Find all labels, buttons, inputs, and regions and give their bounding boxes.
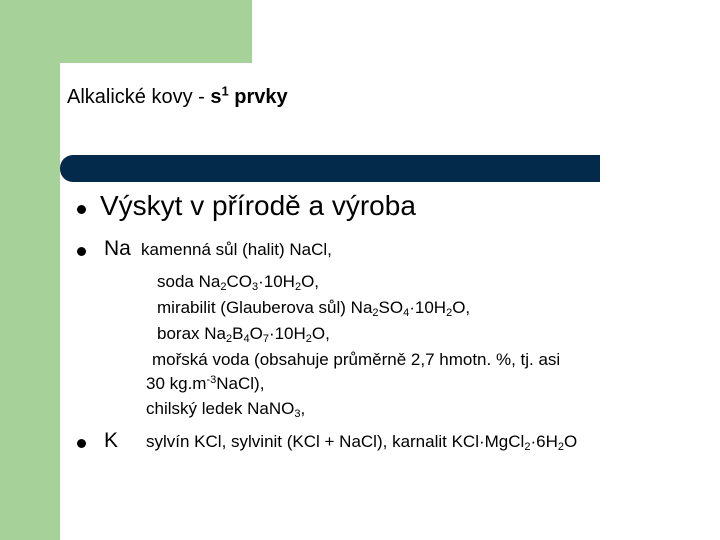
sodium-line-1: kamenná sůl (halit) NaCl,: [141, 240, 332, 259]
sodium-symbol: Na: [104, 237, 131, 260]
sodium-line-3: mirabilit (Glauberova sůl) $Na_2SO_4\cdot 10H_2O$,: [157, 298, 471, 319]
title-area: [60, 63, 720, 158]
potassium-line: sylvín KCl, sylvinit (KCl + NaCl), karnalit $KCl\cdot MgCl_2\cdot 6H_2O$: [146, 432, 578, 453]
section-heading: Výskyt v přírodě a výroba: [100, 190, 416, 221]
bullet-2: [77, 247, 86, 256]
title-prefix: Alkalické kovy -: [67, 86, 211, 108]
sodium-line-6: 30 $kg.m^{-3}NaCl$),: [146, 374, 265, 393]
decor-green-strip: [0, 63, 60, 540]
sodium-line-2: soda $Na_2CO_3\cdot 10H_2O$,: [157, 272, 320, 293]
bullet-3: [77, 439, 86, 448]
title-s: s: [210, 86, 222, 108]
decor-green-block: [0, 0, 252, 63]
potassium-symbol: K: [104, 429, 119, 452]
sodium-line-4: borax $Na_2B_4O_7\cdot 10H_2O$,: [157, 324, 330, 345]
sodium-line-5: mořská voda (obsahuje průměrně 2,7 hmotn. %, tj. asi: [152, 350, 561, 369]
slide-title: [67, 83, 288, 109]
bullet-1: [77, 205, 86, 214]
title-sup: 1: [221, 83, 229, 99]
title-divider-bar: [60, 155, 600, 182]
sodium-line-7: chilský ledek NaNO$_3$,: [146, 399, 306, 420]
title-suffix: prvky: [228, 86, 288, 108]
